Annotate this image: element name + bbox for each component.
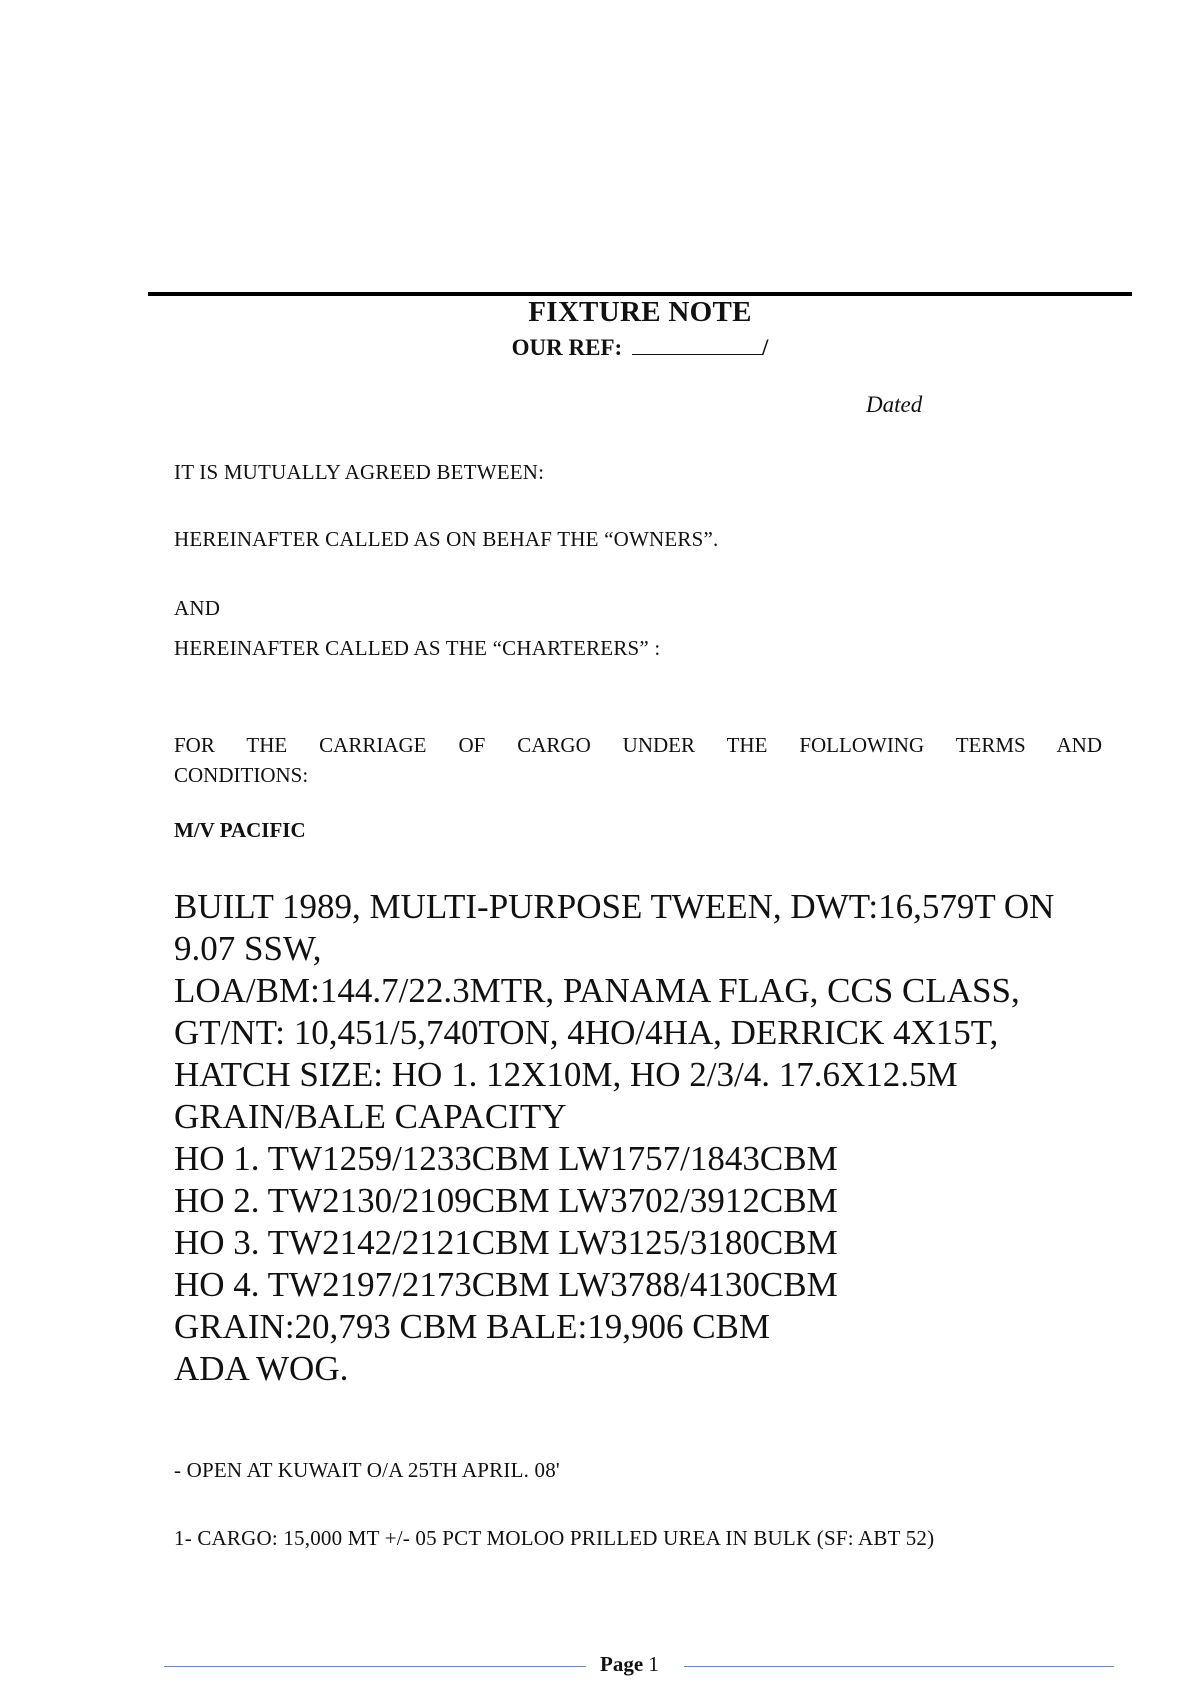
page-indicator (600, 1652, 659, 1677)
spec-line: GRAIN:20,793 CBM BALE:19,906 CBM (174, 1307, 771, 1346)
spec-line: GRAIN/BALE CAPACITY (174, 1097, 567, 1136)
spec-line: HO 4. TW2197/2173CBM LW3788/4130CBM (174, 1265, 838, 1304)
spec-line: 9.07 SSW, (174, 929, 322, 968)
carriage-clause (174, 730, 1102, 790)
page-footer (0, 1652, 1200, 1682)
spec-line: HO 1. TW1259/1233CBM LW1757/1843CBM (174, 1139, 838, 1178)
charterers-clause: HEREINAFTER CALLED AS THE “CHARTERERS” : (174, 636, 661, 660)
carriage-line-1: FOR THE CARRIAGE OF CARGO UNDER THE FOLLOWING TERMS AND (174, 733, 1102, 757)
owners-clause: HEREINAFTER CALLED AS ON BEHAF THE “OWNERS”. (174, 527, 719, 551)
spec-line: HO 3. TW2142/2121CBM LW3125/3180CBM (174, 1223, 838, 1262)
our-ref-label: OUR REF: (511, 335, 623, 360)
and-text: AND (174, 596, 221, 620)
vessel-specs (174, 886, 1114, 1390)
carriage-line-2: CONDITIONS: (174, 763, 309, 787)
open-at-line: - OPEN AT KUWAIT O/A 25TH APRIL. 08' (174, 1458, 560, 1482)
our-ref (0, 334, 1200, 361)
our-ref-blank (632, 334, 762, 355)
page-label: Page (600, 1652, 644, 1676)
dated-label: Dated (866, 392, 923, 417)
footer-rule-left (164, 1666, 586, 1667)
our-ref-suffix: / (761, 335, 769, 360)
page-number: 1 (648, 1652, 659, 1676)
document-title: FIXTURE NOTE (528, 296, 752, 328)
agreed-between: IT IS MUTUALLY AGREED BETWEEN: (174, 460, 545, 484)
spec-line: GT/NT: 10,451/5,740TON, 4HO/4HA, DERRICK 4X15T, (174, 1013, 999, 1052)
spec-line: LOA/BM:144.7/22.3MTR, PANAMA FLAG, CCS CLASS, (174, 971, 1020, 1010)
spec-line: BUILT 1989, MULTI-PURPOSE TWEEN, DWT:16,579T ON (174, 887, 1055, 926)
vessel-name: M/V PACIFIC (174, 818, 306, 842)
spec-line: HO 2. TW2130/2109CBM LW3702/3912CBM (174, 1181, 838, 1220)
spec-line: HATCH SIZE: HO 1. 12X10M, HO 2/3/4. 17.6X12.5M (174, 1055, 958, 1094)
footer-rule-right (684, 1666, 1114, 1667)
cargo-line: 1- CARGO: 15,000 MT +/- 05 PCT MOLOO PRILLED UREA IN BULK (SF: ABT 52) (174, 1526, 935, 1550)
spec-line: ADA WOG. (174, 1349, 349, 1388)
